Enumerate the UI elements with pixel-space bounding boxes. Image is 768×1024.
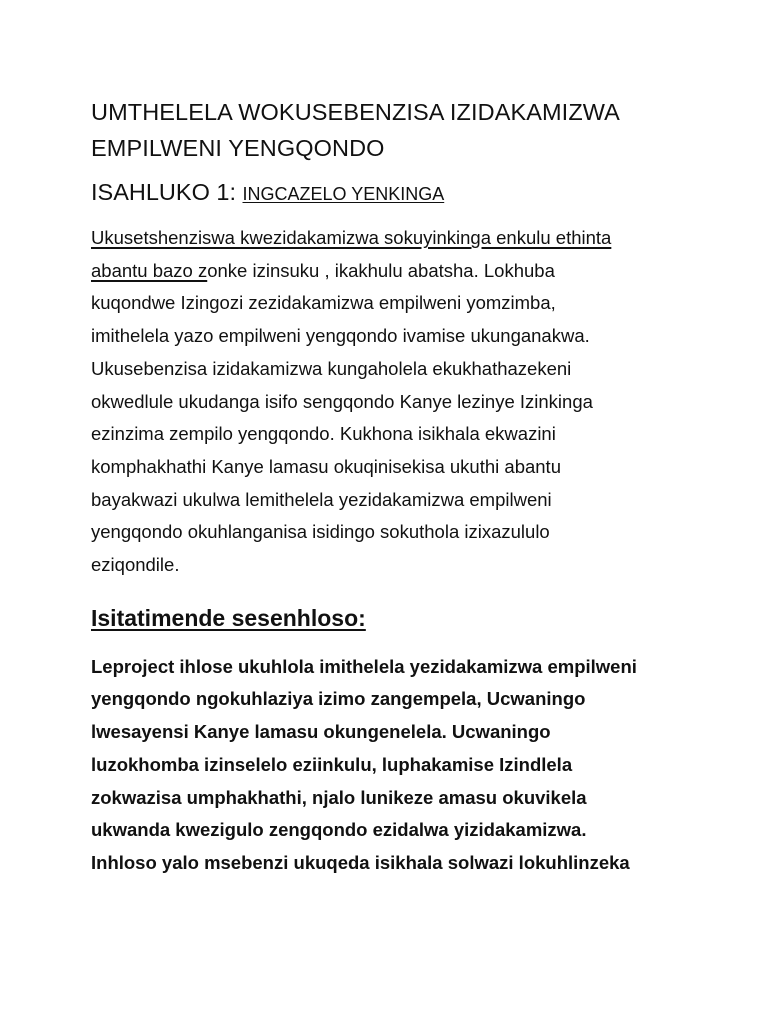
paragraph-line: okwedlule ukudanga isifo sengqondo Kanye lezinye Izinkinga xyxy=(91,390,593,412)
paragraph-line: kuqondwe Izingozi zezidakamizwa empilweni yomzimba, xyxy=(91,292,556,314)
section-heading: Isitatimende sesenhloso: xyxy=(91,604,366,631)
paragraph-line xyxy=(91,255,691,288)
underlined-fragment: abantu bazo z xyxy=(91,259,208,281)
document-page xyxy=(91,94,691,880)
document-title xyxy=(91,94,691,166)
chapter-label: ISAHLUKO 1: xyxy=(91,179,243,205)
line-remainder: onke izinsuku , ikakhulu abatsha. Lokhuba xyxy=(207,259,555,281)
paragraph-line: lwesayensi Kanye lamasu okungenelela. Ucwaningo xyxy=(91,721,551,743)
paragraph-line: yengqondo okuhlanganisa isidingo sokuthola izixazululo xyxy=(91,521,550,543)
paragraph-line: ezinzima zempilo yengqondo. Kukhona isikhala ekwazini xyxy=(91,423,556,445)
chapter-heading xyxy=(91,176,691,210)
paragraph-line: Ukusetshenziswa kwezidakamizwa sokuyinkinga enkulu ethinta xyxy=(91,227,612,248)
paragraph-line: Leproject ihlose ukuhlola imithelela yezidakamizwa empilweni xyxy=(91,655,637,677)
paragraph-line: yengqondo ngokuhlaziya izimo zangempela, Ucwaningo xyxy=(91,688,586,710)
paragraph-line: bayakwazi ukulwa lemithelela yezidakamizwa empilweni xyxy=(91,488,552,510)
title-line: UMTHELELA WOKUSEBENZISA IZIDAKAMIZWA xyxy=(91,99,620,125)
paragraph-line: zokwazisa umphakhathi, njalo lunikeze amasu okuvikela xyxy=(91,786,587,808)
paragraph-line: luzokhomba izinselelo eziinkulu, luphakamise Izindlela xyxy=(91,753,573,775)
paragraph-line: komphakhathi Kanye lamasu okuqinisekisa ukuthi abantu xyxy=(91,455,561,477)
paragraph-line: ukwanda kwezigulo zengqondo ezidalwa yizidakamizwa. xyxy=(91,819,587,841)
paragraph-line: eziqondile. xyxy=(91,554,180,576)
paragraph-line: Ukusebenzisa izidakamizwa kungaholela ekukhathazekeni xyxy=(91,357,572,379)
chapter-subtitle: INGCAZELO YENKINGA xyxy=(242,184,445,204)
intro-paragraph xyxy=(91,222,691,582)
title-line: EMPILWENI YENGQONDO xyxy=(91,135,385,161)
paragraph-line: imithelela yazo empilweni yengqondo ivamise ukunganakwa. xyxy=(91,325,590,347)
purpose-paragraph xyxy=(91,651,691,880)
paragraph-line: Inhloso yalo msebenzi ukuqeda isikhala solwazi lokuhlinzeka xyxy=(91,851,630,873)
